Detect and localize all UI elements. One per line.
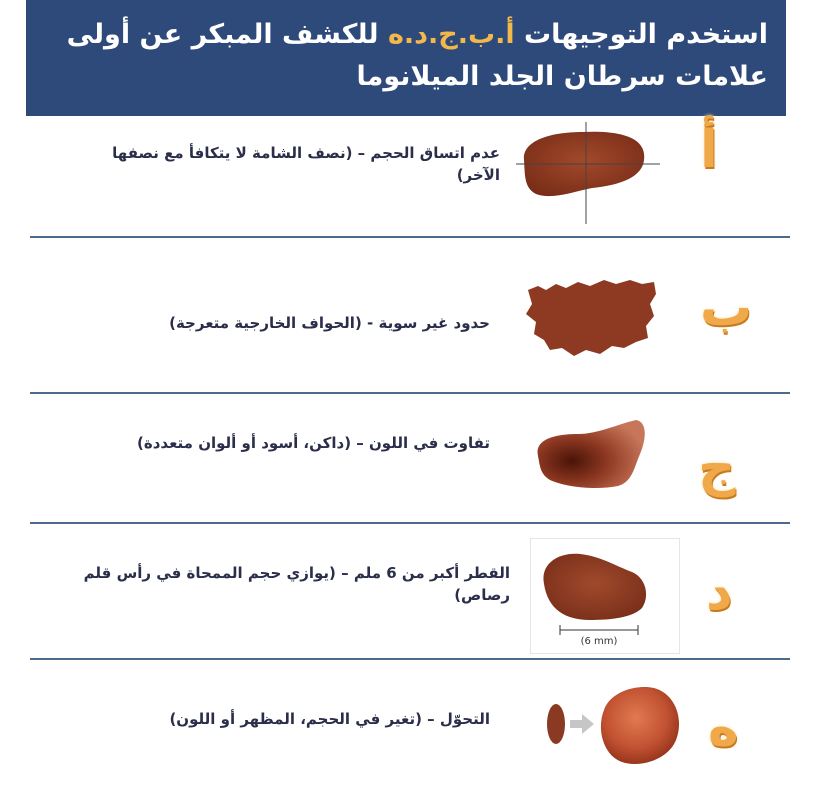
measure-label: (6 mm) (580, 636, 618, 647)
evolving-mole-icon (540, 680, 690, 770)
description-e: التحوّل – (تغير في الحجم، المظهر أو اللون) (169, 710, 490, 728)
divider (30, 522, 790, 524)
divider (30, 392, 790, 394)
letter-a: أ (700, 120, 718, 180)
asymmetry-mole-icon (512, 120, 662, 226)
title-text-end: للكشف المبكر عن أولى علامات سرطان الجلد الميلانوما (66, 19, 768, 92)
description-c: تفاوت في اللون – (داكن، أسود أو ألوان متعددة) (137, 434, 490, 452)
diameter-mole-icon (530, 538, 680, 654)
letter-b: ب (700, 278, 753, 338)
description-a: عدم اتساق الحجم – (نصف الشامة لا يتكافأ مع نصفها الآخر) (112, 144, 500, 184)
title-highlight: أ.ب.ج.د.ه (387, 19, 515, 50)
divider (30, 658, 790, 660)
border-mole-icon (520, 276, 660, 360)
letter-e: ه (708, 698, 739, 758)
description-d: القطر أكبر من 6 ملم – (يوازي حجم الممحاة في رأس قلم رصاص) (83, 564, 510, 604)
divider (30, 236, 790, 238)
title-text-start: استخدم التوجيهات (514, 19, 768, 50)
description-b: حدود غير سوية - (الحواف الخارجية متعرجة) (169, 314, 490, 332)
letter-c: ج (698, 438, 736, 498)
color-mole-icon (528, 416, 650, 490)
letter-d: د (706, 562, 733, 622)
